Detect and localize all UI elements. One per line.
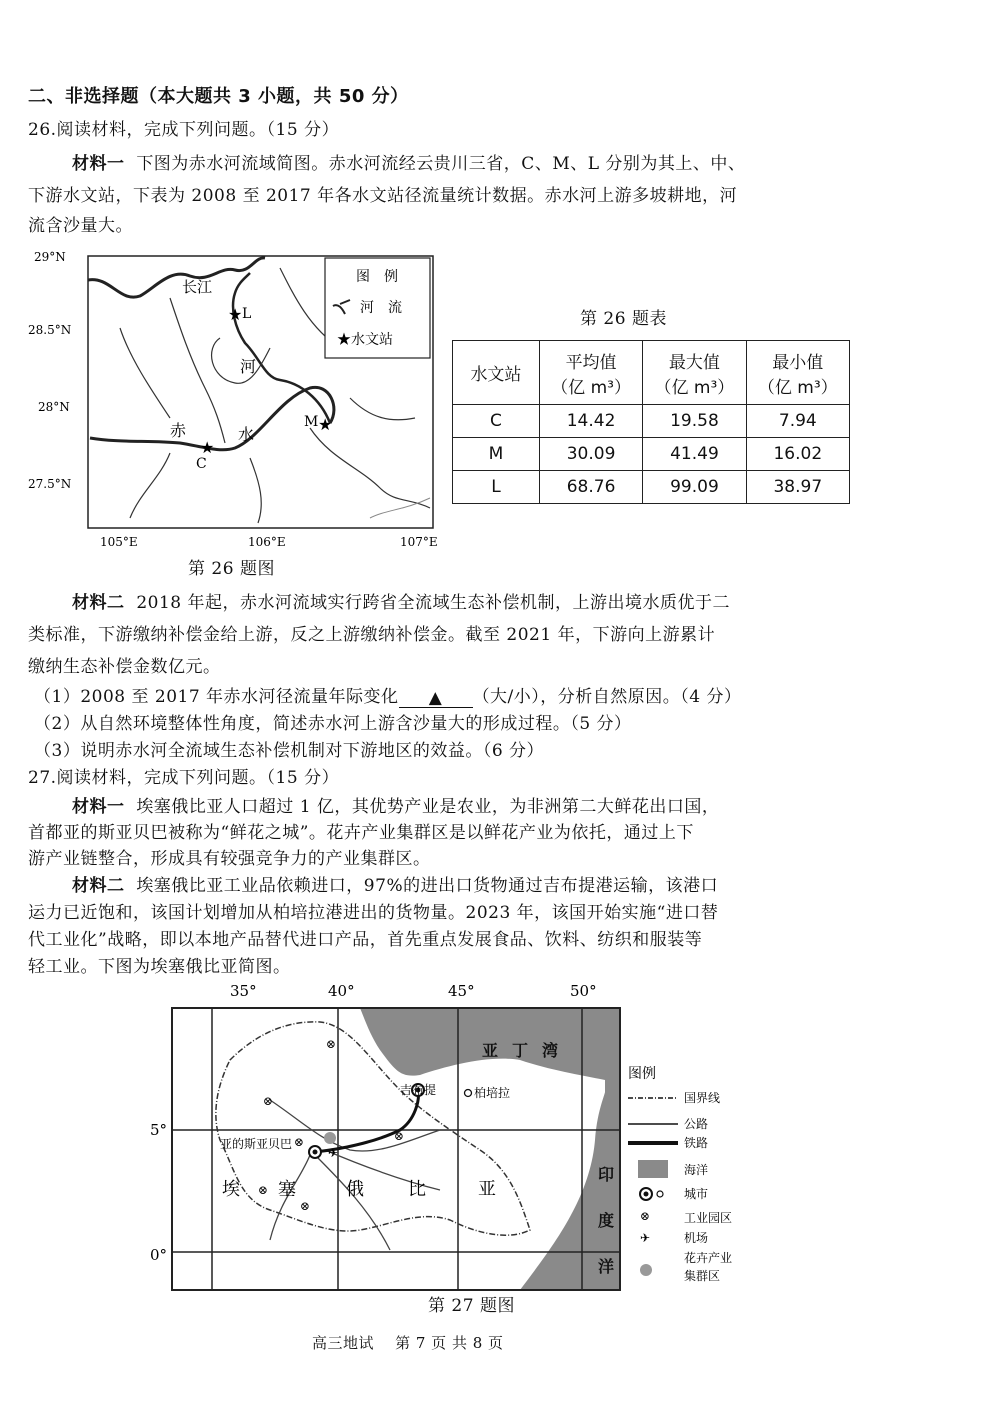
industrial-park-icon: ⊗ [326, 1037, 337, 1051]
q26-figure-caption: 第 26 题图 [188, 559, 275, 579]
chishui-map [20, 248, 450, 548]
industrial-legend-icon: ⊗ [640, 1209, 651, 1223]
country-char: 比 [408, 1179, 426, 1200]
q26-m1-text1: 下图为赤水河流域简图。赤水河流经云贵川三省，C、M、L 分别为其上、中、 [136, 154, 746, 174]
lat-label: 0° [150, 1246, 168, 1264]
tributary [130, 453, 170, 518]
ocean-char: 印 [598, 1165, 615, 1184]
q27-material1-line3: 游产业链整合，形成具有较强竞争力的产业集群区。 [28, 849, 431, 869]
lon-label: 45° [448, 982, 475, 1000]
header-max-text: 最大值 [668, 352, 720, 373]
airport-icon: ✈ [328, 1146, 339, 1160]
river-char-2: 水 [238, 425, 255, 444]
station-star-icon: ★ [200, 438, 215, 457]
header-unit: （亿 m³） [551, 377, 631, 398]
q27-m1-text1: 埃塞俄比亚人口超过 1 亿，其优势产业是农业，为非洲第二大鲜花出口国， [136, 797, 720, 817]
legend-item: 国界线 [684, 1091, 721, 1105]
river-char-3: 河 [240, 357, 257, 376]
gulf-char: 丁 [512, 1041, 529, 1060]
country-char: 亚 [478, 1179, 496, 1200]
lon-label: 107°E [400, 535, 438, 548]
lat-label: 5° [150, 1121, 168, 1139]
material-label: 材料二 [72, 876, 125, 896]
q26-sub3: （3）说明赤水河全流域生态补偿机制对下游地区的效益。（6 分） [34, 741, 545, 761]
legend-station: ★水文站 [337, 332, 393, 348]
table-row [453, 471, 850, 504]
answer-blank[interactable]: ▲ [399, 687, 473, 708]
table-cell: 14.42 [539, 405, 642, 438]
table-cell: 99.09 [643, 471, 746, 504]
legend-item: 城市 [684, 1187, 709, 1201]
table-cell: C [453, 405, 540, 438]
legend-item: 花卉产业 [684, 1251, 733, 1265]
gulf-char: 湾 [542, 1041, 559, 1060]
table-cell: L [453, 471, 540, 504]
q26-sub1 [34, 686, 742, 708]
footer-exam: 高三地试 [312, 1334, 375, 1352]
port-marker [465, 1090, 472, 1097]
table-cell: 19.58 [643, 405, 746, 438]
table-header-avg [539, 341, 642, 405]
table-cell: 30.09 [539, 438, 642, 471]
port-legend-icon [657, 1191, 663, 1197]
berbera-label: 柏培拉 [474, 1086, 511, 1100]
country-char: 塞 [278, 1179, 296, 1200]
q26-m2-text1: 2018 年起，赤水河流域实行跨省全流域生态补偿机制，上游出境水质优于二 [136, 593, 730, 613]
industrial-park-icon: ⊗ [300, 1199, 311, 1213]
country-char: 俄 [346, 1179, 364, 1200]
industrial-park-icon: ⊗ [258, 1183, 269, 1197]
country-char: 埃 [222, 1179, 240, 1200]
chishui-map-figure [20, 248, 450, 583]
q27-figure-caption: 第 27 题图 [428, 1296, 515, 1316]
airport-legend-icon: ✈ [640, 1231, 651, 1245]
q27-m2-text1: 埃塞俄比亚工业品依赖进口，97%的进出口货物通过吉布提港运输，该港口 [136, 876, 719, 896]
table-cell: 68.76 [539, 471, 642, 504]
road-line [315, 1155, 390, 1250]
table-cell: 41.49 [643, 438, 746, 471]
q27-material1-line1 [72, 796, 719, 818]
lon-label: 105°E [100, 535, 138, 548]
changjiang-label: 长江 [182, 278, 213, 296]
station-label-m: M [304, 414, 319, 430]
material-label: 材料一 [72, 797, 125, 817]
q27-material2-line4: 轻工业。下图为埃塞俄比亚简图。 [28, 957, 291, 977]
q26-table-title: 第 26 题表 [580, 309, 667, 329]
table-header-max [643, 341, 746, 405]
sub1-text-b: （大/小），分析自然原因。（4 分） [472, 687, 742, 707]
legend-item: 公路 [684, 1117, 709, 1131]
table-row [453, 438, 850, 471]
legend-item: 工业园区 [684, 1211, 733, 1225]
sub1-text: （1）2008 至 2017 年赤水河径流量年际变化 [34, 687, 399, 707]
table-cell: 7.94 [746, 405, 849, 438]
q26-material1-line2: 下游水文站，下表为 2008 至 2017 年各水文站径流量统计数据。赤水河上游多坡耕地，河 [28, 186, 738, 206]
industrial-park-icon: ⊗ [263, 1094, 274, 1108]
q26-material2-line1 [72, 592, 730, 614]
runoff-table [452, 340, 850, 504]
ocean-char: 洋 [598, 1257, 615, 1276]
header-unit: （亿 m³） [654, 377, 735, 398]
djibouti-label: 吉布提 [400, 1083, 437, 1097]
city-legend-dot [644, 1192, 649, 1197]
material-label: 材料一 [72, 154, 125, 174]
q26-sub2: （2）从自然环境整体性角度，简述赤水河上游含沙量大的形成过程。（5 分） [34, 714, 632, 734]
lon-label: 40° [328, 982, 355, 1000]
q26-material2-line2: 类标准，下游缴纳补偿金给上游，反之上游缴纳补偿金。截至 2021 年，下游向上游累计 [28, 625, 716, 645]
q27-material1-line2: 首都亚的斯亚贝巴被称为“鲜花之城”。花卉产业集群区是以鲜花产业为依托，通过上下 [28, 823, 694, 843]
material-label: 材料二 [72, 593, 125, 613]
station-star-icon: ★ [318, 415, 333, 434]
q26-material1-line1 [72, 153, 745, 175]
station-star-icon: ★ [228, 305, 243, 324]
footer-page: 第 7 页 共 8 页 [395, 1334, 504, 1352]
station-label-l: L [242, 306, 252, 322]
q27-material2-line1 [72, 875, 718, 897]
boundary-line [370, 498, 430, 518]
addis-label: 亚的斯亚贝巴 [220, 1137, 293, 1151]
legend-item: 集群区 [684, 1269, 721, 1283]
ethiopia-map [150, 980, 790, 1300]
lon-label: 50° [570, 982, 597, 1000]
table-cell: 38.97 [746, 471, 849, 504]
river-char-1: 赤 [170, 421, 187, 440]
station-label-c: C [196, 456, 207, 472]
tributary [250, 458, 261, 523]
footer [312, 1332, 504, 1354]
tributary [120, 328, 170, 418]
flower-cluster-marker [324, 1132, 336, 1144]
city-marker-dot [313, 1150, 318, 1155]
q26-material1-line3: 流含沙量大。 [28, 216, 133, 236]
industrial-park-icon: ⊗ [294, 1135, 305, 1149]
lon-label: 35° [230, 982, 257, 1000]
q27-material2-line3: 代工业化”战略，即以本地产品替代进口产品，首先重点发展食品、饮料、纺织和服装等 [28, 930, 703, 950]
lat-label: 29°N [34, 250, 66, 264]
table-cell: 16.02 [746, 438, 849, 471]
legend-title: 图例 [628, 1066, 656, 1082]
tributary [310, 428, 430, 508]
legend-title: 图 例 [356, 269, 398, 285]
q26-material2-line3: 缴纳生态补偿金数亿元。 [28, 657, 221, 677]
header-min-text: 最小值 [772, 352, 824, 373]
chishui-lower [233, 273, 330, 423]
q27-stem: 27.阅读材料，完成下列问题。（15 分） [28, 768, 340, 788]
legend-item: 海洋 [684, 1163, 709, 1177]
ethiopia-map-figure [150, 980, 790, 1325]
sea-legend-icon [638, 1160, 668, 1178]
lat-label: 27.5°N [28, 477, 72, 491]
header-avg-text: 平均值 [565, 352, 617, 373]
lat-label: 28.5°N [28, 323, 72, 337]
q27-material2-line2: 运力已近饱和，该国计划增加从柏培拉港进出的货物量。2023 年，该国开始实施“进口替 [28, 903, 719, 923]
industrial-park-icon: ⊗ [394, 1129, 405, 1143]
lon-label: 106°E [248, 535, 286, 548]
table-header-station: 水文站 [453, 341, 540, 405]
ocean-char: 度 [598, 1211, 615, 1230]
table-row [453, 405, 850, 438]
legend-item: 铁路 [684, 1136, 709, 1150]
tributary [350, 398, 415, 420]
legend-item: 机场 [684, 1231, 709, 1245]
yangtze-river [88, 258, 265, 297]
table-cell: M [453, 438, 540, 471]
sea-area [605, 1008, 620, 1290]
legend-river: 河 流 [360, 300, 402, 316]
header-unit: （亿 m³） [757, 377, 838, 398]
lat-label: 28°N [38, 400, 70, 414]
section-title: 二、非选择题（本大题共 3 小题，共 50 分） [28, 86, 409, 107]
q26-stem: 26.阅读材料，完成下列问题。（15 分） [28, 120, 340, 140]
gulf-char: 亚 [482, 1041, 499, 1060]
table-header-min [746, 341, 849, 405]
flower-legend-icon [640, 1264, 652, 1276]
